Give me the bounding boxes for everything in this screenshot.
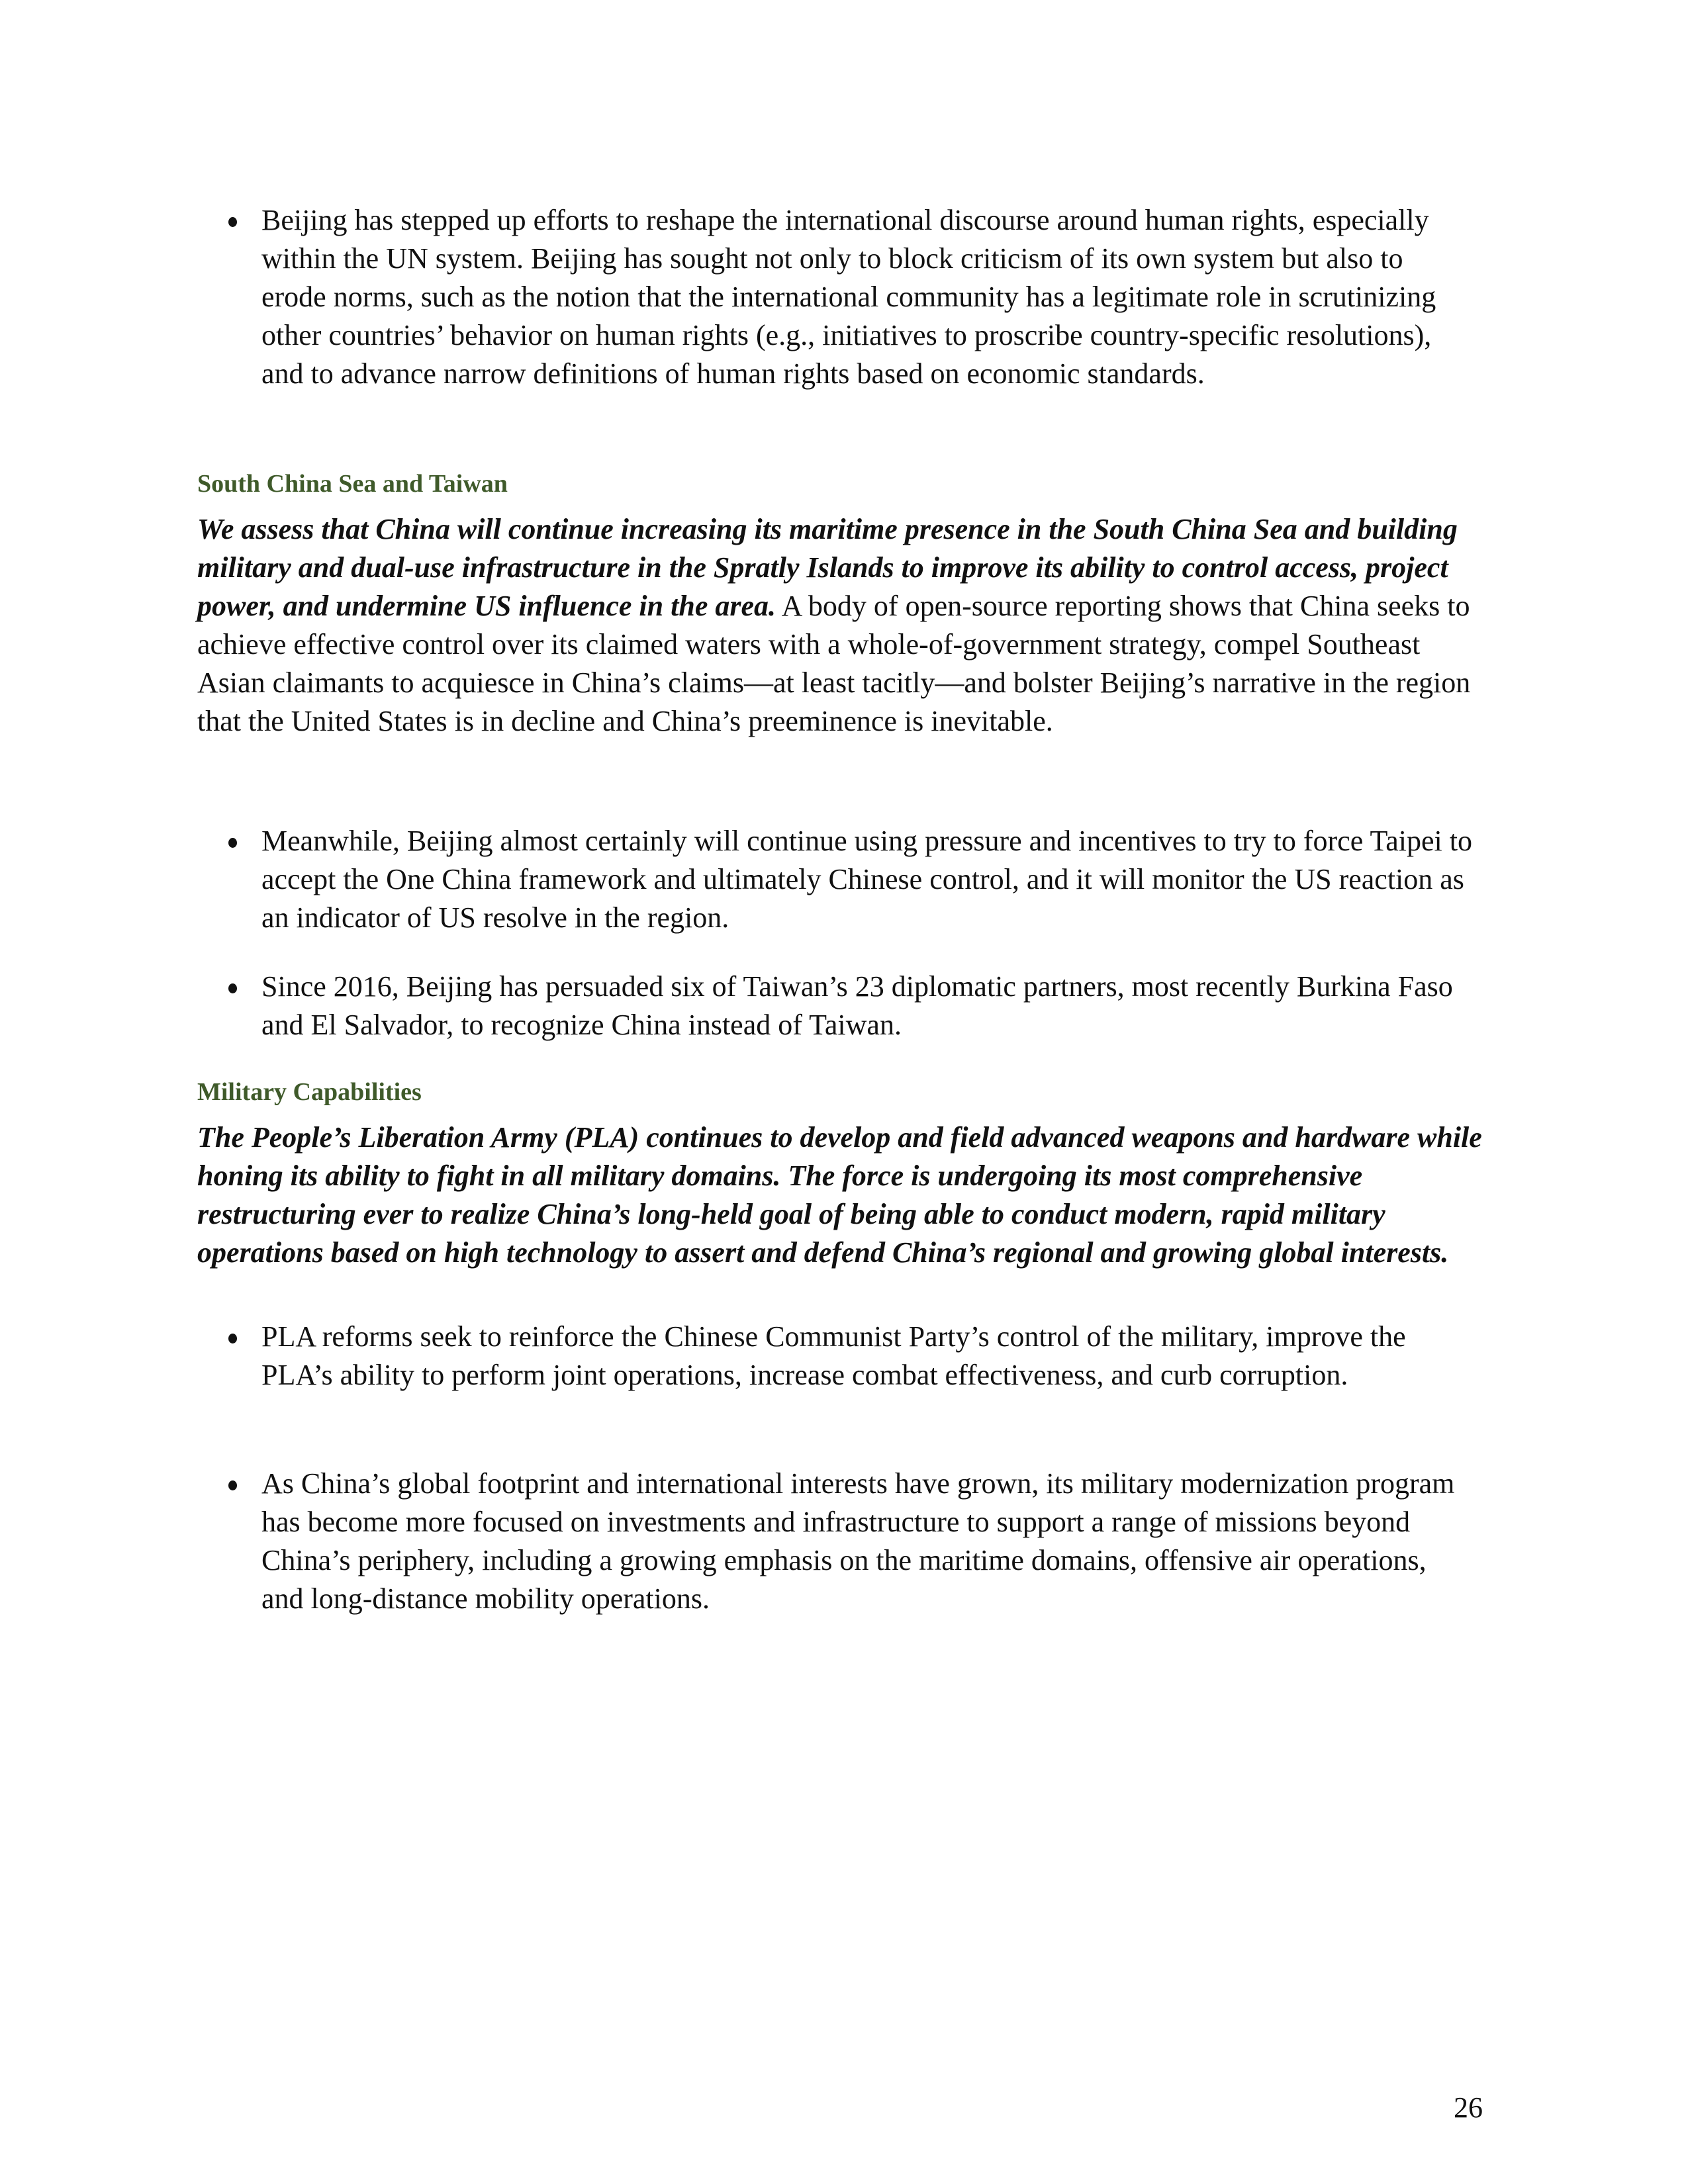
section-lead-paragraph: [197, 1118, 1495, 1272]
bullet-icon: [228, 983, 237, 993]
section-lead-paragraph: [197, 510, 1488, 741]
list-item: [197, 968, 1475, 1044]
section-bullet-list: [197, 822, 1475, 937]
list-item: [197, 201, 1442, 393]
section-bullet-list: [197, 1318, 1475, 1394]
bullet-icon: [228, 217, 237, 227]
list-item: [197, 1318, 1475, 1394]
list-item: [197, 822, 1475, 937]
bullet-icon: [228, 838, 237, 848]
intro-bullet-list: [197, 201, 1442, 393]
section-bullet-list: [197, 1465, 1475, 1618]
paragraph-text: A body of open-source reporting shows that China seeks to achieve effective control over its claimed waters with a whole-of-government strategy, compel Southeast Asian claimants to acquiesce in China’s claims—at least tacitly—and bolster Beijing’s narrative in the region that the United States is in decline and China’s preeminence is inevitable.: [197, 590, 1471, 737]
section-bullet-list: [197, 968, 1475, 1044]
bullet-text: As China’s global footprint and international interests have grown, its military modernization program has become more focused on investments and infrastructure to support a range of missions beyond China’s periphery, including a growing emphasis on the maritime domains, offensive air operations, and long-distance mobility operations.: [261, 1467, 1455, 1615]
bullet-text: Since 2016, Beijing has persuaded six of Taiwan’s 23 diplomatic partners, most recently Burkina Faso and El Salvador, to recognize China instead of Taiwan.: [261, 970, 1453, 1041]
bullet-text: PLA reforms seek to reinforce the Chinese Communist Party’s control of the military, improve the PLA’s ability to perform joint operations, increase combat effectiveness, and curb corruption.: [261, 1320, 1406, 1391]
bullet-icon: [228, 1480, 237, 1490]
bullet-icon: [228, 1334, 237, 1343]
bullet-text: Beijing has stepped up efforts to reshape the international discourse around human rights, especially within the UN system. Beijing has sought not only to block criticism of its own system but also to erode norms, such as the notion that the international community has a legitimate role in scrutinizing other countries’ behavior on human rights (e.g., initiatives to proscribe country-specific resolutions), and to advance narrow definitions of human rights based on economic standards.: [261, 204, 1436, 390]
bullet-text: Meanwhile, Beijing almost certainly will continue using pressure and incentives to try to force Taipei to accept the One China framework and ultimately Chinese control, and it will monitor the US reaction as an indicator of US resolve in the region.: [261, 825, 1472, 934]
section-heading-south-china-sea: South China Sea and Taiwan: [197, 470, 508, 498]
page-number: 26: [1454, 2091, 1483, 2124]
list-item: [197, 1465, 1475, 1618]
key-judgment: The People’s Liberation Army (PLA) continues to develop and field advanced weapons and hardware while honing its ability to fight in all military domains. The force is undergoing its most comprehensive restructuring ever to realize China’s long-held goal of being able to conduct modern, rapid military operations based on high technology to assert and defend China’s regional and growing global interests.: [197, 1121, 1482, 1269]
key-judgment: We assess that China will continue increasing its maritime presence in the South China Sea and building military and dual-use infrastructure in the Spratly Islands to improve its ability to control access, project power, and undermine US influence in the area.: [197, 513, 1458, 622]
section-heading-military-capabilities: Military Capabilities: [197, 1078, 422, 1106]
